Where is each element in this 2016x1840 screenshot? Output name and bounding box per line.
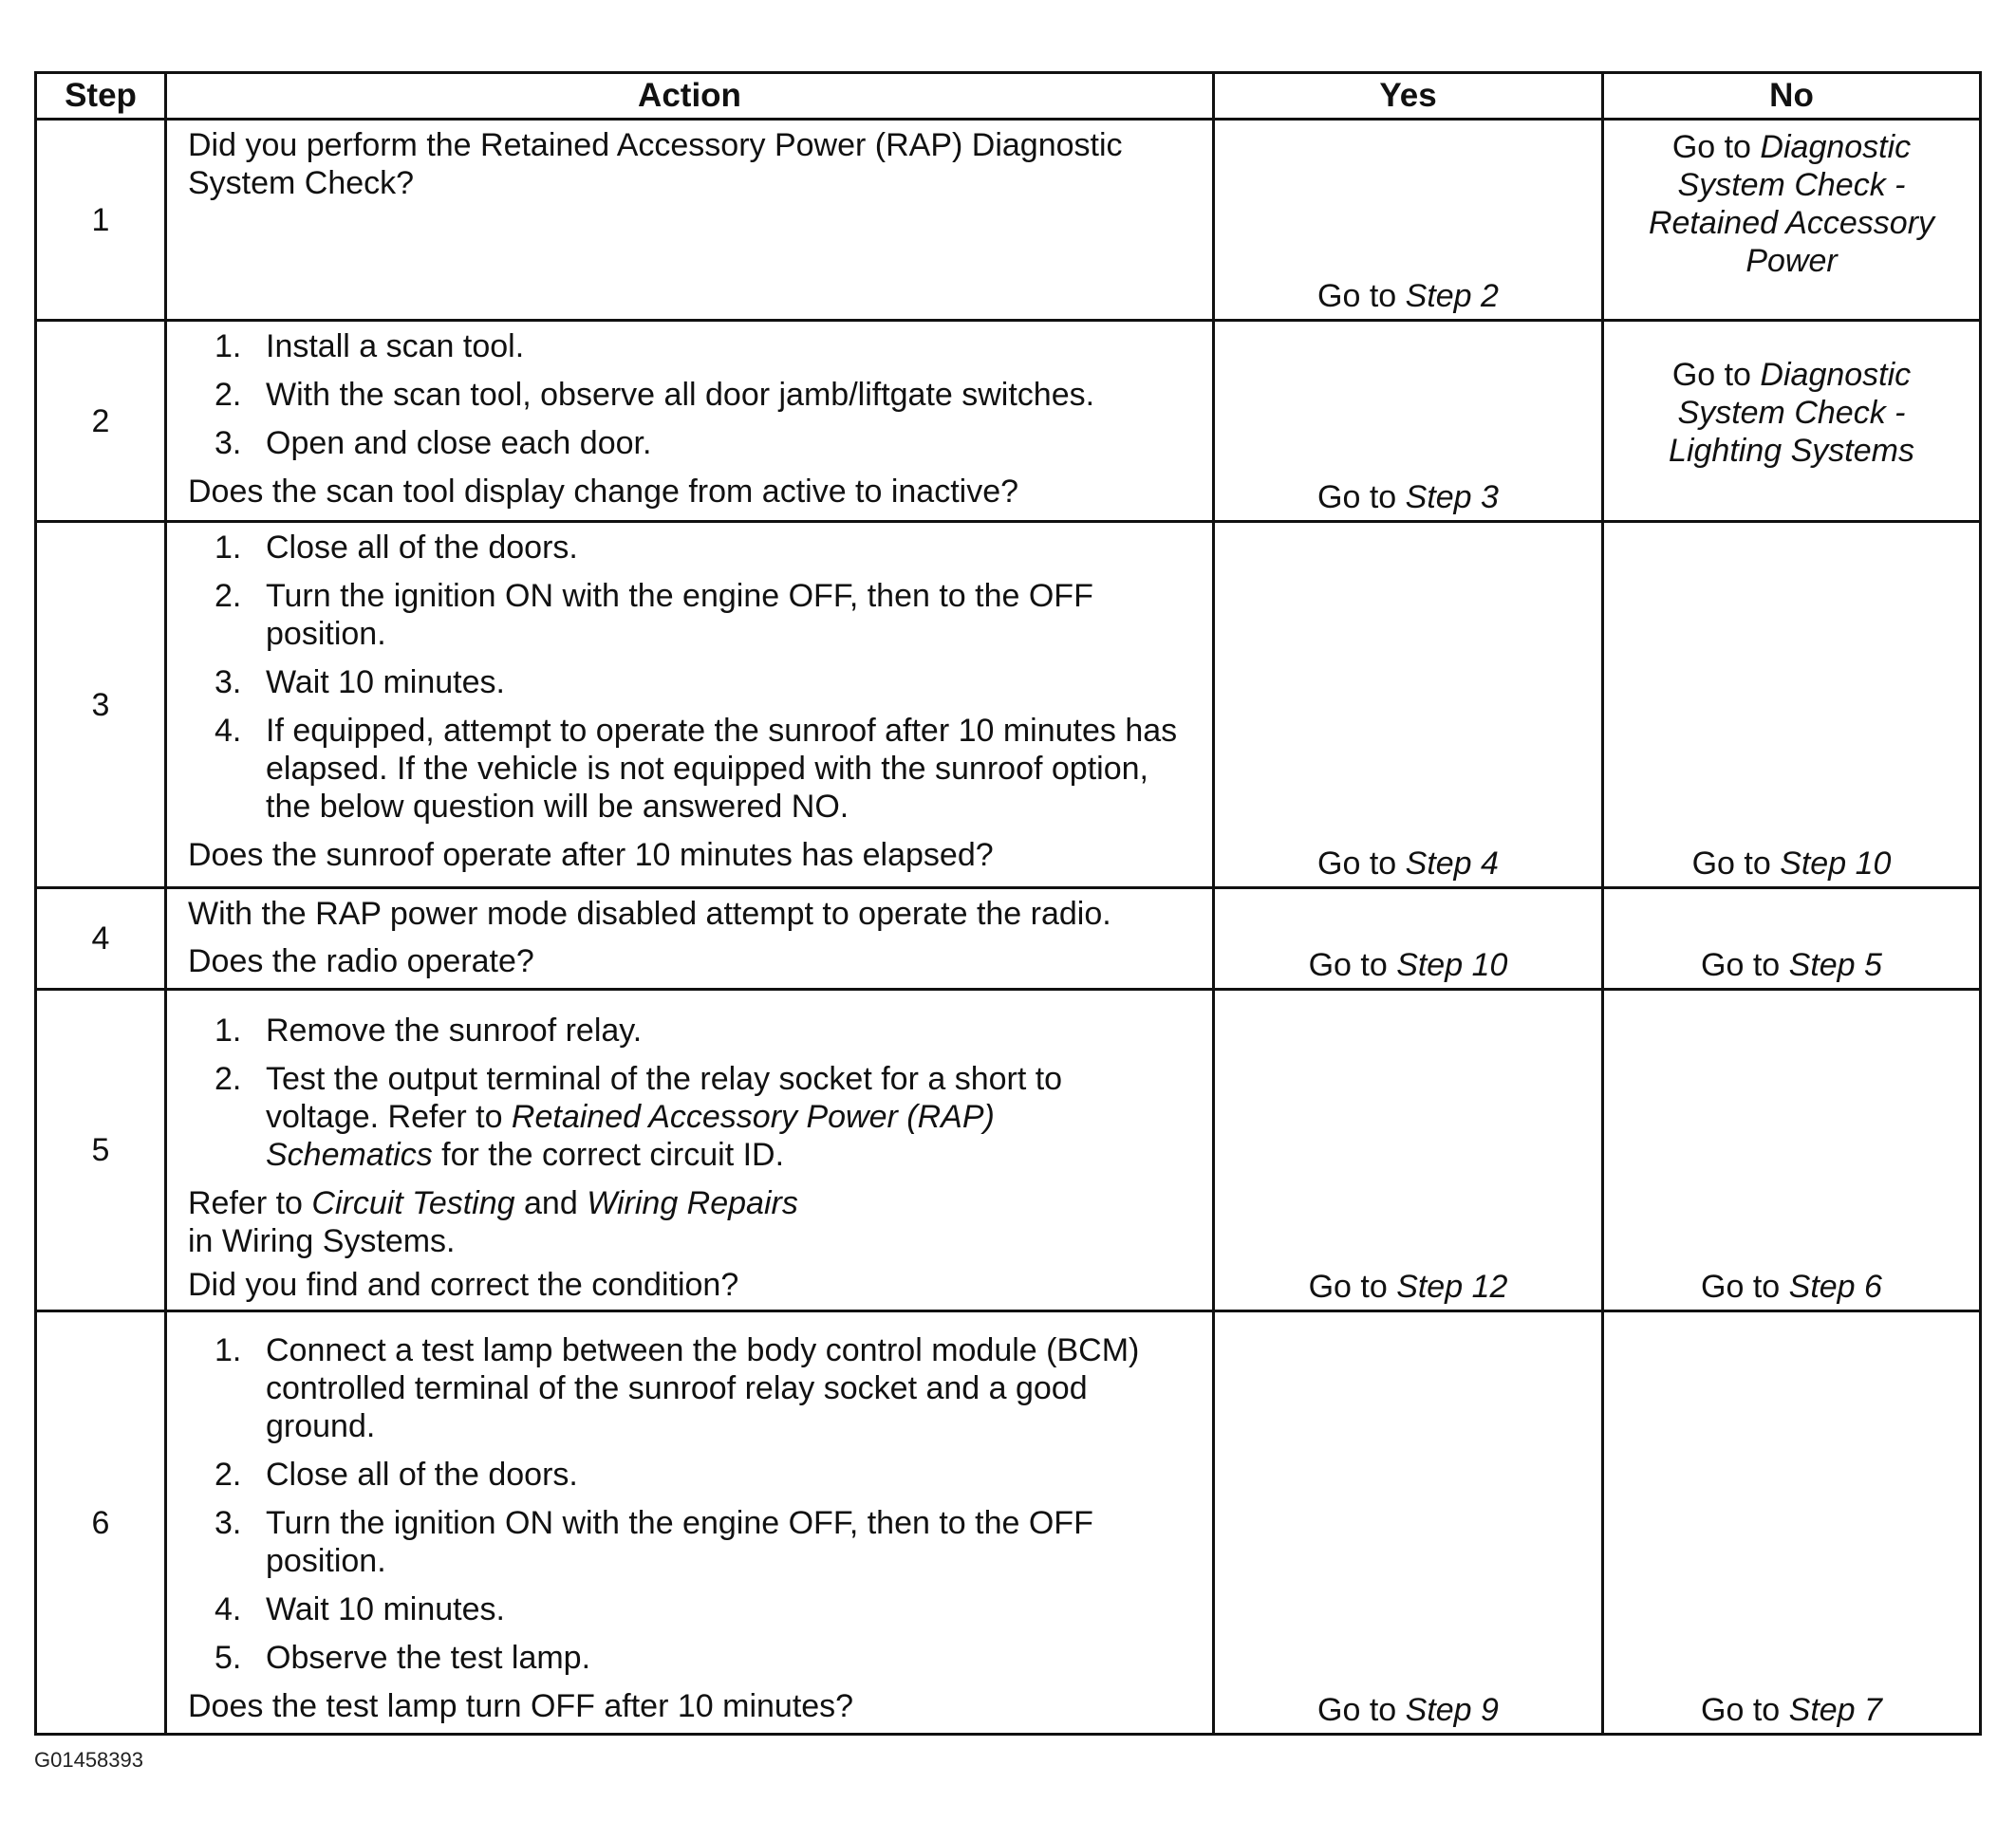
yes-result: [1215, 946, 1601, 984]
item-text: Observe the test lamp.: [266, 1640, 591, 1676]
action-steps: [188, 1331, 1201, 1677]
table-header-row: [36, 73, 1981, 120]
no-target-link[interactable]: Diagnostic System Check - Retained Accessory Power: [1648, 129, 1935, 279]
action-cell: [166, 120, 1214, 321]
step-number: 1: [36, 120, 166, 321]
item-text: Install a scan tool.: [266, 328, 525, 364]
yes-result: [1215, 845, 1601, 883]
yes-result: [1215, 1268, 1601, 1306]
yes-result: [1215, 1691, 1601, 1729]
item-text: Turn the ignition ON with the engine OFF, then to the OFF position.: [266, 1505, 1093, 1579]
no-target-link[interactable]: Step 10: [1780, 846, 1892, 882]
item-number: 3.: [215, 1505, 242, 1541]
action-question: Does the test lamp turn OFF after 10 minutes?: [188, 1688, 854, 1724]
no-cell: [1603, 1311, 1981, 1735]
no-result: [1604, 1268, 1979, 1306]
yes-cell: [1214, 321, 1603, 522]
item-text: Wait 10 minutes.: [266, 664, 505, 700]
schematics-reference-link[interactable]: Retained Accessory Power (RAP) Schematics: [266, 1099, 995, 1173]
item-number: 2.: [215, 578, 242, 614]
list-item: [188, 1012, 1201, 1050]
item-number: 1.: [215, 1332, 242, 1368]
action-steps: [188, 1012, 1201, 1174]
step-number: 3: [36, 522, 166, 888]
list-item: [188, 663, 1201, 701]
action-steps: [188, 529, 1201, 826]
yes-result: [1215, 277, 1601, 315]
reference-suffix: in Wiring Systems.: [188, 1223, 456, 1259]
no-cell: [1603, 522, 1981, 888]
yes-prefix: Go to: [1317, 278, 1406, 314]
yes-target-link[interactable]: Step 9: [1405, 1692, 1499, 1728]
circuit-testing-link[interactable]: Circuit Testing: [311, 1185, 515, 1221]
no-target-link[interactable]: Step 7: [1788, 1692, 1882, 1728]
no-cell: [1603, 888, 1981, 990]
yes-target-link[interactable]: Step 4: [1405, 846, 1499, 882]
item-text: Turn the ignition ON with the engine OFF, then to the OFF position.: [266, 578, 1093, 652]
reference-line: [188, 1184, 1201, 1260]
header-no: No: [1603, 73, 1981, 120]
item-text: Wait 10 minutes.: [266, 1591, 505, 1627]
list-item: [188, 1331, 1201, 1445]
item-number: 3.: [215, 664, 242, 700]
list-item: [188, 1504, 1201, 1580]
action-question: Did you find and correct the condition?: [188, 1267, 739, 1303]
item-number: 5.: [215, 1640, 242, 1676]
list-item: [188, 424, 1201, 462]
item-text: Open and close each door.: [266, 425, 652, 461]
list-item: [188, 376, 1201, 414]
list-item: [188, 1060, 1201, 1174]
table-row: [36, 120, 1981, 321]
yes-target-link[interactable]: Step 2: [1405, 278, 1499, 314]
no-cell: [1603, 120, 1981, 321]
item-number: 1.: [215, 1013, 242, 1049]
no-cell: [1603, 321, 1981, 522]
action-cell: [166, 888, 1214, 990]
item-text: Close all of the doors.: [266, 530, 578, 566]
item-text: Test the output terminal of the relay socket for a short to voltage. Refer to: [266, 1061, 1063, 1135]
no-target-link[interactable]: Step 6: [1788, 1269, 1882, 1305]
yes-cell: [1214, 990, 1603, 1311]
yes-target-link[interactable]: Step 10: [1396, 947, 1508, 983]
list-item: [188, 712, 1201, 826]
action-steps: [188, 327, 1201, 462]
no-result: [1604, 845, 1979, 883]
step-number: 4: [36, 888, 166, 990]
document-code: G01458393: [34, 1748, 143, 1772]
list-item: [188, 1639, 1201, 1677]
item-text: If equipped, attempt to operate the sunroof after 10 minutes has elapsed. If the vehicle is not equipped with the sunroof option, the below question will be answered NO.: [266, 713, 1178, 825]
yes-cell: [1214, 1311, 1603, 1735]
item-number: 2.: [215, 377, 242, 413]
action-question: Does the sunroof operate after 10 minutes has elapsed?: [188, 837, 994, 873]
no-result: [1604, 356, 1979, 470]
yes-prefix: Go to: [1317, 1692, 1406, 1728]
action-text: Did you perform the Retained Accessory Power (RAP) Diagnostic System Check?: [188, 127, 1123, 201]
no-prefix: Go to: [1691, 846, 1781, 882]
no-prefix: Go to: [1671, 357, 1761, 393]
list-item: [188, 529, 1201, 567]
item-number: 3.: [215, 425, 242, 461]
table-row: [36, 321, 1981, 522]
list-item: [188, 327, 1201, 365]
no-prefix: Go to: [1701, 1692, 1789, 1728]
action-cell: [166, 1311, 1214, 1735]
header-yes: Yes: [1214, 73, 1603, 120]
item-number: 2.: [215, 1061, 242, 1097]
yes-cell: [1214, 120, 1603, 321]
item-text: for the correct circuit ID.: [432, 1137, 785, 1173]
no-target-link[interactable]: Diagnostic System Check - Lighting Systems: [1669, 357, 1914, 469]
step-number: 5: [36, 990, 166, 1311]
item-text: Close all of the doors.: [266, 1457, 578, 1493]
yes-prefix: Go to: [1317, 846, 1406, 882]
yes-target-link[interactable]: Step 12: [1396, 1269, 1508, 1305]
no-prefix: Go to: [1701, 1269, 1789, 1305]
action-question: Does the radio operate?: [188, 943, 534, 979]
yes-target-link[interactable]: Step 3: [1405, 479, 1499, 515]
item-number: 2.: [215, 1457, 242, 1493]
table-row: [36, 1311, 1981, 1735]
wiring-repairs-link[interactable]: Wiring Repairs: [587, 1185, 798, 1221]
header-step: Step: [36, 73, 166, 120]
yes-prefix: Go to: [1317, 479, 1406, 515]
action-text: With the RAP power mode disabled attempt to operate the radio.: [188, 896, 1111, 932]
reference-mid: and: [514, 1185, 588, 1221]
item-number: 4.: [215, 713, 242, 749]
table-row: [36, 990, 1981, 1311]
yes-cell: [1214, 888, 1603, 990]
reference-prefix: Refer to: [188, 1185, 312, 1221]
no-result: [1604, 946, 1979, 984]
table-row: [36, 888, 1981, 990]
header-action: Action: [166, 73, 1214, 120]
diagnostic-table: [34, 71, 1982, 1736]
action-cell: [166, 990, 1214, 1311]
action-cell: [166, 522, 1214, 888]
no-result: [1604, 128, 1979, 280]
no-prefix: Go to: [1671, 129, 1761, 165]
step-number: 6: [36, 1311, 166, 1735]
step-number: 2: [36, 321, 166, 522]
no-target-link[interactable]: Step 5: [1788, 947, 1882, 983]
list-item: [188, 1590, 1201, 1628]
yes-prefix: Go to: [1308, 947, 1397, 983]
yes-cell: [1214, 522, 1603, 888]
item-text: Connect a test lamp between the body control module (BCM) controlled terminal of the sunroof relay socket and a good ground.: [266, 1332, 1140, 1444]
no-result: [1604, 1691, 1979, 1729]
list-item: [188, 577, 1201, 653]
table-row: [36, 522, 1981, 888]
action-question: Does the scan tool display change from active to inactive?: [188, 474, 1019, 510]
no-cell: [1603, 990, 1981, 1311]
yes-result: [1215, 478, 1601, 516]
list-item: [188, 1456, 1201, 1494]
item-number: 1.: [215, 530, 242, 566]
action-cell: [166, 321, 1214, 522]
yes-prefix: Go to: [1308, 1269, 1397, 1305]
item-number: 1.: [215, 328, 242, 364]
item-text: Remove the sunroof relay.: [266, 1013, 643, 1049]
no-prefix: Go to: [1701, 947, 1789, 983]
item-text: With the scan tool, observe all door jamb/liftgate switches.: [266, 377, 1095, 413]
item-number: 4.: [215, 1591, 242, 1627]
